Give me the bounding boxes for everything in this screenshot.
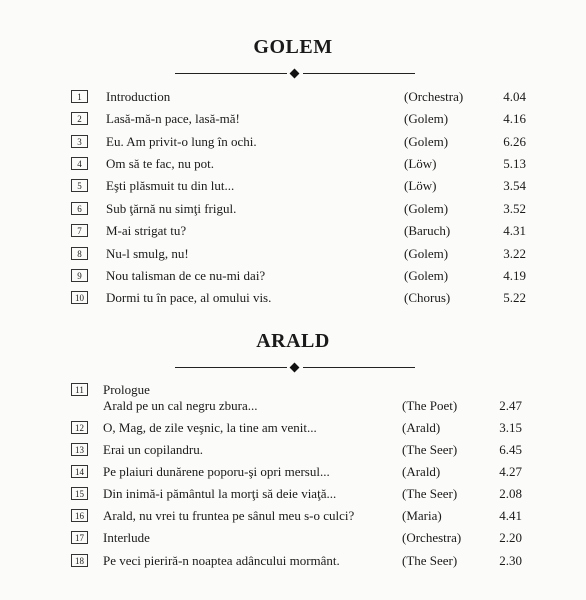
track-number-box: 14 bbox=[71, 465, 88, 478]
track-number-box: 4 bbox=[71, 157, 88, 170]
track-duration: 3.15 bbox=[499, 420, 522, 435]
divider-line-right bbox=[303, 367, 415, 368]
track-performer: (Arald) bbox=[402, 420, 441, 435]
track-performer: (Löw) bbox=[404, 156, 437, 171]
section-title-arald: ARALD bbox=[256, 330, 330, 352]
ornamental-divider bbox=[175, 362, 415, 374]
track-performer: (Arald) bbox=[402, 464, 441, 479]
divider-line-left bbox=[175, 73, 287, 74]
track-title: M-ai strigat tu? bbox=[106, 223, 187, 238]
diamond-icon bbox=[290, 363, 300, 373]
track-duration: 2.20 bbox=[499, 530, 522, 545]
track-performer: (The Poet) bbox=[402, 398, 458, 413]
track-number-box: 10 bbox=[71, 291, 88, 304]
track-number-box: 18 bbox=[71, 554, 88, 567]
track-title: Nou talisman de ce nu-mi dai? bbox=[106, 268, 266, 283]
track-performer: (Chorus) bbox=[404, 290, 451, 305]
track-title: Nu-l smulg, nu! bbox=[106, 246, 189, 261]
track-number-box: 8 bbox=[71, 247, 88, 260]
divider-line-left bbox=[175, 367, 287, 368]
track-duration: 4.31 bbox=[503, 223, 526, 238]
track-number-box: 13 bbox=[71, 443, 88, 456]
track-number-box: 7 bbox=[71, 224, 88, 237]
track-number-box: 5 bbox=[71, 179, 88, 192]
track-title: Lasă-mă-n pace, lasă-mă! bbox=[106, 111, 240, 126]
track-title: Erai un copilandru. bbox=[103, 442, 203, 457]
track-performer: (Golem) bbox=[404, 134, 449, 149]
track-duration: 4.41 bbox=[499, 508, 522, 523]
divider-line-right bbox=[303, 73, 415, 74]
track-title: Arald, nu vrei tu fruntea pe sânul meu s-o culci? bbox=[103, 508, 355, 523]
track-duration: 5.13 bbox=[503, 156, 526, 171]
track-title: Eşti plăsmuit tu din lut... bbox=[106, 178, 235, 193]
track-number-box: 17 bbox=[71, 531, 88, 544]
track-performer: (Orchestra) bbox=[402, 530, 462, 545]
track-performer: (The Seer) bbox=[402, 553, 458, 568]
track-number-box: 6 bbox=[71, 202, 88, 215]
track-title-line2: Arald pe un cal negru zbura... bbox=[103, 398, 258, 413]
track-duration: 6.45 bbox=[499, 442, 522, 457]
section-title-golem: GOLEM bbox=[253, 36, 333, 58]
track-performer: (Golem) bbox=[404, 246, 449, 261]
track-performer: (Golem) bbox=[404, 268, 449, 283]
track-duration: 4.04 bbox=[503, 89, 526, 104]
track-duration: 4.16 bbox=[503, 111, 526, 126]
track-title: Om să te fac, nu pot. bbox=[106, 156, 214, 171]
track-duration: 2.47 bbox=[499, 398, 522, 413]
track-title: Pe plaiuri dunărene poporu-şi opri mersul... bbox=[103, 464, 330, 479]
track-performer: (Löw) bbox=[404, 178, 437, 193]
ornamental-divider bbox=[175, 68, 415, 80]
track-duration: 3.54 bbox=[503, 178, 526, 193]
track-performer: (Orchestra) bbox=[404, 89, 464, 104]
track-number-box: 11 bbox=[71, 383, 88, 396]
track-performer: (The Seer) bbox=[402, 442, 458, 457]
track-duration: 2.08 bbox=[499, 486, 522, 501]
track-duration: 5.22 bbox=[503, 290, 526, 305]
track-duration: 6.26 bbox=[503, 134, 526, 149]
track-duration: 3.52 bbox=[503, 201, 526, 216]
track-number-box: 16 bbox=[71, 509, 88, 522]
track-number-box: 15 bbox=[71, 487, 88, 500]
diamond-icon bbox=[290, 69, 300, 79]
track-duration: 3.22 bbox=[503, 246, 526, 261]
track-performer: (Baruch) bbox=[404, 223, 451, 238]
track-duration: 4.19 bbox=[503, 268, 526, 283]
track-title: Pe veci pieriră-n noaptea adâncului mormânt. bbox=[103, 553, 340, 568]
track-title: O, Mag, de zile veşnic, la tine am venit... bbox=[103, 420, 317, 435]
track-title: Eu. Am privit-o lung în ochi. bbox=[106, 134, 257, 149]
track-title: Interlude bbox=[103, 530, 150, 545]
track-title: Prologue bbox=[103, 382, 150, 397]
track-title: Din inimă-i pământul la morţi să deie viaţă... bbox=[103, 486, 337, 501]
track-duration: 4.27 bbox=[499, 464, 522, 479]
track-number-box: 9 bbox=[71, 269, 88, 282]
track-performer: (The Seer) bbox=[402, 486, 458, 501]
track-title: Introduction bbox=[106, 89, 171, 104]
track-number-box: 12 bbox=[71, 421, 88, 434]
track-number-box: 3 bbox=[71, 135, 88, 148]
track-number-box: 1 bbox=[71, 90, 88, 103]
track-title: Dormi tu în pace, al omului vis. bbox=[106, 290, 272, 305]
track-duration: 2.30 bbox=[499, 553, 522, 568]
track-performer: (Golem) bbox=[404, 111, 449, 126]
track-performer: (Maria) bbox=[402, 508, 442, 523]
track-performer: (Golem) bbox=[404, 201, 449, 216]
track-title: Sub ţărnă nu simţi frigul. bbox=[106, 201, 237, 216]
track-number-box: 2 bbox=[71, 112, 88, 125]
